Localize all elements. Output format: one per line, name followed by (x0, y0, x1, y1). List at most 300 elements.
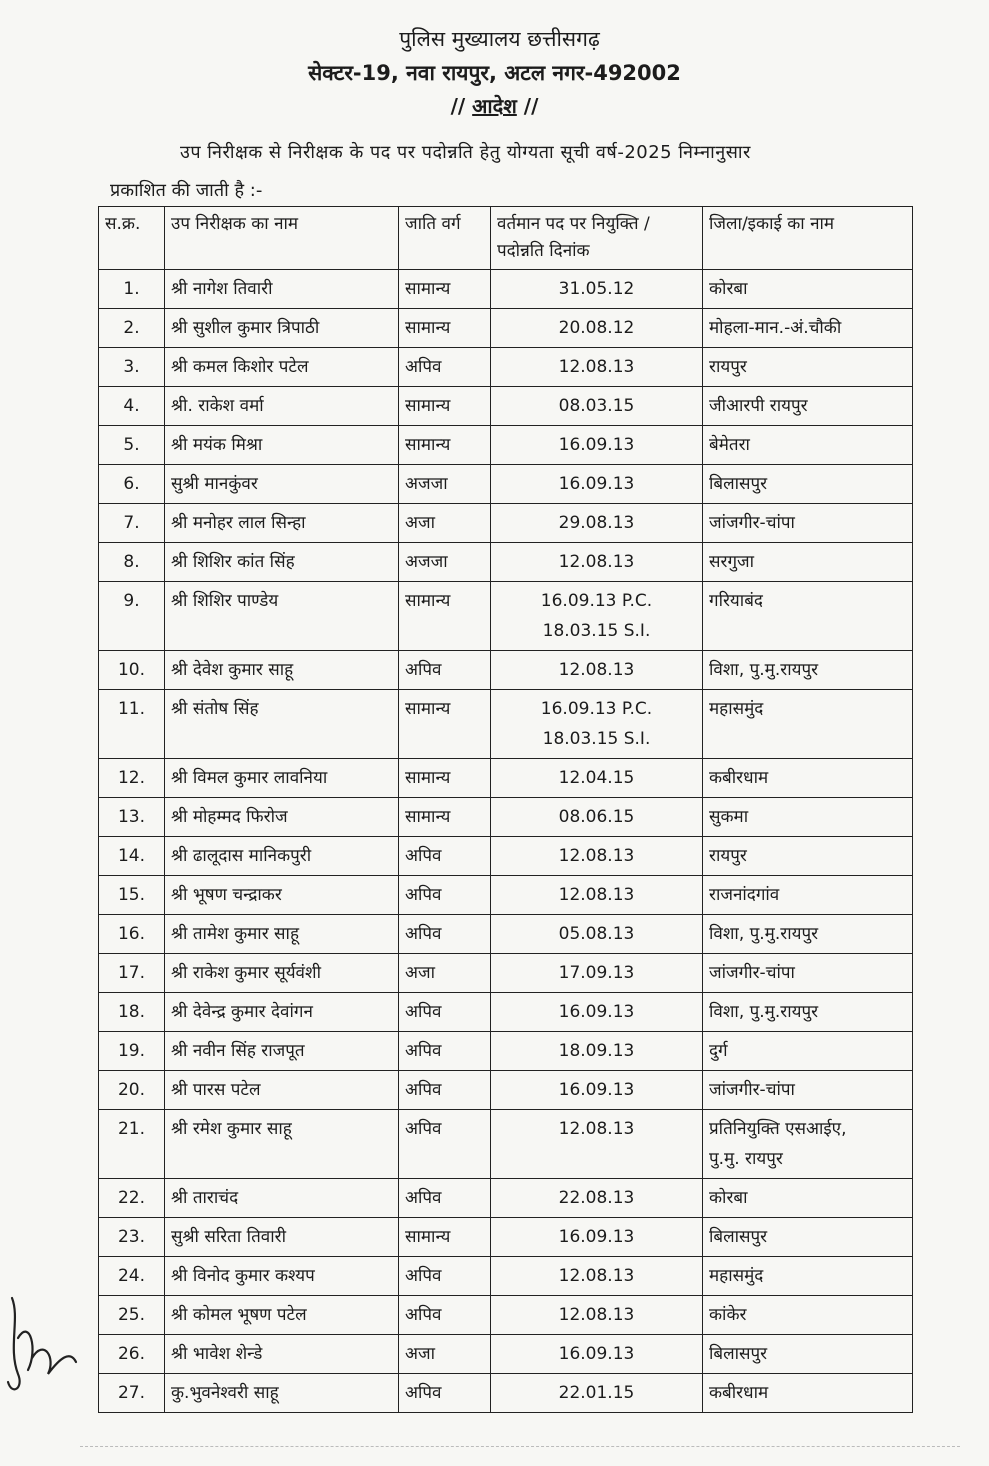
cell-name-text: सुश्री मानकुंवर (171, 474, 258, 494)
intro-line-2: प्रकाशित की जाती है :- (110, 180, 263, 201)
cell-name-text: श्री. राकेश वर्मा (171, 396, 264, 416)
cell-date-text: 16.09.13 (558, 1344, 635, 1364)
table-row (99, 1032, 913, 1071)
cell-date (491, 690, 703, 759)
cell-name-text: सुश्री सरिता तिवारी (171, 1227, 286, 1247)
cell-serial (99, 1335, 165, 1374)
cell-serial-text: 13. (117, 807, 146, 827)
table-body (99, 270, 913, 1413)
cell-serial-text: 15. (117, 885, 146, 905)
cell-unit (703, 993, 913, 1032)
cell-unit-text: मोहला-मान.-अं.चौकी (709, 318, 842, 338)
cell-date (491, 1032, 703, 1071)
cell-category-text: सामान्य (405, 768, 451, 788)
cell-name (165, 348, 399, 387)
cell-unit (703, 759, 913, 798)
cell-category (399, 1296, 491, 1335)
cell-unit (703, 1335, 913, 1374)
cell-unit-text: महासमुंद (709, 1266, 764, 1286)
cell-category-text: अपिव (405, 1383, 442, 1403)
table-row (99, 1257, 913, 1296)
cell-category-text: अपिव (405, 1119, 442, 1139)
cell-date (491, 582, 703, 651)
cell-name-text: श्री भावेश शेन्डे (171, 1344, 263, 1364)
cell-category-text: अजजा (405, 552, 448, 572)
cell-serial (99, 387, 165, 426)
cell-unit-text: रायपुर (709, 357, 747, 377)
cell-category (399, 798, 491, 837)
cell-unit (703, 1110, 913, 1179)
cell-category-text: अपिव (405, 1266, 442, 1286)
cell-name (165, 387, 399, 426)
cell-unit (703, 309, 913, 348)
cell-unit (703, 1218, 913, 1257)
cell-unit (703, 504, 913, 543)
cell-unit-text: सरगुजा (709, 552, 755, 572)
cell-unit-text: सुकमा (709, 807, 749, 827)
cell-unit (703, 876, 913, 915)
cell-date (491, 1335, 703, 1374)
cell-serial (99, 270, 165, 309)
cell-category-text: अपिव (405, 924, 442, 944)
cell-category-text: अजा (405, 1344, 436, 1364)
cell-serial (99, 348, 165, 387)
cell-name (165, 1296, 399, 1335)
cell-serial-text: 3. (123, 357, 140, 377)
cell-name-text: श्री संतोष सिंह (171, 699, 259, 719)
cell-unit (703, 426, 913, 465)
cell-date-text: 12.08.13 (558, 660, 635, 680)
cell-unit (703, 1296, 913, 1335)
cell-serial-text: 26. (117, 1344, 146, 1364)
cell-unit-text: विशा, पु.मु.रायपुर (709, 660, 819, 680)
table-header-row (99, 207, 913, 270)
cell-serial (99, 954, 165, 993)
cell-unit-text: विशा, पु.मु.रायपुर (709, 1002, 819, 1022)
cell-serial-text: 11. (117, 699, 146, 719)
cell-category-text: अजा (405, 513, 436, 533)
cell-unit-text: जांजगीर-चांपा (709, 963, 795, 983)
cell-name (165, 876, 399, 915)
table-row (99, 1179, 913, 1218)
table-row (99, 543, 913, 582)
cell-unit (703, 690, 913, 759)
table-row (99, 504, 913, 543)
cell-serial (99, 1257, 165, 1296)
cell-unit (703, 1071, 913, 1110)
cell-category (399, 387, 491, 426)
bottom-divider (80, 1446, 960, 1447)
cell-unit (703, 1257, 913, 1296)
cell-category-text: अजजा (405, 474, 448, 494)
cell-date (491, 465, 703, 504)
cell-name (165, 1374, 399, 1413)
cell-serial-text: 20. (117, 1080, 146, 1100)
cell-name-text: श्री कमल किशोर पटेल (171, 357, 309, 377)
cell-serial-text: 4. (123, 396, 140, 416)
cell-name-text: श्री मयंक मिश्रा (171, 435, 263, 455)
cell-date-text: 16.09.13 P.C. (540, 591, 653, 611)
table-row (99, 465, 913, 504)
cell-serial (99, 837, 165, 876)
cell-name (165, 1110, 399, 1179)
cell-name-text: श्री पारस पटेल (171, 1080, 261, 1100)
cell-date (491, 270, 703, 309)
table-row (99, 1218, 913, 1257)
cell-date (491, 1071, 703, 1110)
cell-name-text: श्री देवेश कुमार साहू (171, 660, 294, 680)
cell-name (165, 543, 399, 582)
cell-serial-text: 19. (117, 1041, 146, 1061)
cell-unit-text: बिलासपुर (709, 1344, 768, 1364)
cell-serial (99, 651, 165, 690)
table-row (99, 876, 913, 915)
cell-date-text: 29.08.13 (558, 513, 635, 533)
cell-category-text: अपिव (405, 660, 442, 680)
cell-date (491, 387, 703, 426)
cell-date-text-2: 18.03.15 S.I. (542, 729, 651, 749)
cell-name-text: कु.भुवनेश्वरी साहू (171, 1383, 279, 1403)
cell-date-text: 18.09.13 (558, 1041, 635, 1061)
cell-date-text: 12.08.13 (558, 552, 635, 572)
cell-unit-text: कबीरधाम (709, 1383, 769, 1403)
cell-serial-text: 2. (123, 318, 140, 338)
cell-serial (99, 465, 165, 504)
table-row (99, 837, 913, 876)
cell-date-text: 16.09.13 P.C. (540, 699, 653, 719)
cell-unit-text: विशा, पु.मु.रायपुर (709, 924, 819, 944)
cell-name-text: श्री सुशील कुमार त्रिपाठी (171, 318, 320, 338)
cell-name-text: श्री कोमल भूषण पटेल (171, 1305, 307, 1325)
header-category: जाति वर्ग (399, 207, 491, 270)
cell-serial (99, 426, 165, 465)
cell-name (165, 465, 399, 504)
cell-date (491, 759, 703, 798)
cell-date-text: 20.08.12 (558, 318, 635, 338)
cell-name-text: श्री शिशिर कांत सिंह (171, 552, 295, 572)
cell-date (491, 1374, 703, 1413)
cell-serial (99, 759, 165, 798)
cell-date-text: 16.09.13 (558, 474, 635, 494)
cell-unit-text: कोरबा (709, 279, 748, 299)
table-row (99, 690, 913, 759)
cell-unit (703, 651, 913, 690)
cell-date (491, 798, 703, 837)
cell-serial-text: 18. (117, 1002, 146, 1022)
header-serial: स.क्र. (99, 207, 165, 270)
cell-serial (99, 1032, 165, 1071)
cell-category-text: अपिव (405, 357, 442, 377)
cell-name (165, 993, 399, 1032)
table-row (99, 798, 913, 837)
cell-date-text: 16.09.13 (558, 1002, 635, 1022)
cell-name-text: श्री भूषण चन्द्राकर (171, 885, 282, 905)
cell-name (165, 270, 399, 309)
cell-date-text: 08.06.15 (558, 807, 635, 827)
cell-name (165, 1071, 399, 1110)
cell-serial-text: 9. (123, 591, 140, 611)
cell-serial-text: 16. (117, 924, 146, 944)
cell-serial-text: 6. (123, 474, 140, 494)
cell-unit-text: बेमेतरा (709, 435, 750, 455)
cell-serial-text: 12. (117, 768, 146, 788)
cell-date (491, 1257, 703, 1296)
cell-category-text: सामान्य (405, 591, 451, 611)
cell-unit (703, 837, 913, 876)
cell-category (399, 348, 491, 387)
cell-unit-text: महासमुंद (709, 699, 764, 719)
cell-name (165, 759, 399, 798)
cell-unit-text: रायपुर (709, 846, 747, 866)
cell-date-text-2: 18.03.15 S.I. (542, 621, 651, 641)
cell-category (399, 759, 491, 798)
office-address: सेक्टर-19, नवा रायपुर, अटल नगर-492002 (308, 61, 681, 85)
header-unit: जिला/इकाई का नाम (703, 207, 913, 270)
cell-unit-text: कबीरधाम (709, 768, 769, 788)
cell-category (399, 582, 491, 651)
cell-serial-text: 21. (117, 1119, 146, 1139)
cell-category-text: सामान्य (405, 1227, 451, 1247)
table-row (99, 309, 913, 348)
cell-name (165, 1179, 399, 1218)
order-title (0, 90, 989, 122)
cell-unit (703, 954, 913, 993)
cell-serial (99, 1179, 165, 1218)
table-row (99, 1296, 913, 1335)
cell-category (399, 1218, 491, 1257)
cell-unit (703, 1374, 913, 1413)
cell-name-text: श्री मोहम्मद फिरोज (171, 807, 288, 827)
handwritten-signature (4, 1278, 84, 1398)
cell-category (399, 651, 491, 690)
cell-category-text: अपिव (405, 885, 442, 905)
table-row (99, 651, 913, 690)
cell-serial (99, 1071, 165, 1110)
cell-date-text: 12.08.13 (558, 885, 635, 905)
cell-name-text: श्री राकेश कुमार सूर्यवंशी (171, 963, 321, 983)
cell-date (491, 309, 703, 348)
cell-category (399, 1110, 491, 1179)
cell-name (165, 309, 399, 348)
cell-serial-text: 17. (117, 963, 146, 983)
cell-category (399, 915, 491, 954)
cell-name (165, 1218, 399, 1257)
cell-serial (99, 690, 165, 759)
cell-unit-text: बिलासपुर (709, 1227, 768, 1247)
cell-serial (99, 1374, 165, 1413)
cell-category (399, 1374, 491, 1413)
cell-date-text: 22.08.13 (558, 1188, 635, 1208)
cell-unit (703, 465, 913, 504)
cell-unit (703, 348, 913, 387)
cell-name-text: श्री रमेश कुमार साहू (171, 1119, 292, 1139)
cell-unit (703, 798, 913, 837)
cell-serial-text: 10. (117, 660, 146, 680)
cell-date-text: 16.09.13 (558, 1080, 635, 1100)
cell-name-text: श्री देवेन्द्र कुमार देवांगन (171, 1002, 313, 1022)
cell-date (491, 651, 703, 690)
table-row (99, 387, 913, 426)
cell-serial-text: 14. (117, 846, 146, 866)
cell-serial-text: 24. (117, 1266, 146, 1286)
table-row (99, 954, 913, 993)
cell-name (165, 1257, 399, 1296)
cell-serial (99, 309, 165, 348)
eligibility-table (98, 206, 913, 1413)
cell-category-text: सामान्य (405, 807, 451, 827)
cell-category (399, 426, 491, 465)
header-name: उप निरीक्षक का नाम (165, 207, 399, 270)
cell-unit-text: गरियाबंद (709, 591, 763, 611)
cell-unit (703, 387, 913, 426)
table-row (99, 1071, 913, 1110)
cell-date-text: 12.04.15 (558, 768, 635, 788)
table-row (99, 582, 913, 651)
cell-date (491, 1110, 703, 1179)
cell-name (165, 582, 399, 651)
cell-category-text: अपिव (405, 1188, 442, 1208)
office-name: पुलिस मुख्यालय छत्तीसगढ़ (399, 27, 600, 51)
cell-name-text: श्री नवीन सिंह राजपूत (171, 1041, 305, 1061)
cell-date-text: 17.09.13 (558, 963, 635, 983)
cell-category (399, 1032, 491, 1071)
cell-date (491, 1179, 703, 1218)
cell-serial (99, 1296, 165, 1335)
cell-date (491, 876, 703, 915)
order-word: आदेश (472, 94, 517, 118)
cell-serial (99, 1218, 165, 1257)
cell-unit (703, 915, 913, 954)
cell-category (399, 1071, 491, 1110)
cell-category-text: अपिव (405, 1305, 442, 1325)
cell-unit-text: दुर्ग (709, 1041, 728, 1061)
header-date: वर्तमान पद पर नियुक्ति /पदोन्नति दिनांक (491, 207, 703, 270)
cell-unit-text: कोरबा (709, 1188, 748, 1208)
cell-category (399, 1257, 491, 1296)
cell-category-text: अपिव (405, 1002, 442, 1022)
cell-unit-text: जीआरपी रायपुर (709, 396, 808, 416)
cell-name-text: श्री ताराचंद (171, 1188, 239, 1208)
cell-serial (99, 798, 165, 837)
cell-name-text: श्री शिशिर पाण्डेय (171, 591, 279, 611)
cell-unit-text: प्रतिनियुक्ति एसआईए, (709, 1119, 847, 1139)
cell-category-text: अपिव (405, 846, 442, 866)
cell-serial (99, 876, 165, 915)
cell-date-text: 16.09.13 (558, 435, 635, 455)
cell-date-text: 12.08.13 (558, 846, 635, 866)
cell-serial (99, 543, 165, 582)
cell-serial (99, 504, 165, 543)
cell-unit (703, 1179, 913, 1218)
cell-serial (99, 915, 165, 954)
cell-name (165, 954, 399, 993)
cell-category-text: सामान्य (405, 699, 451, 719)
table-row (99, 426, 913, 465)
cell-category-text: अजा (405, 963, 436, 983)
table-row (99, 915, 913, 954)
cell-category (399, 837, 491, 876)
cell-date-text: 31.05.12 (558, 279, 635, 299)
cell-name-text: श्री तामेश कुमार साहू (171, 924, 299, 944)
cell-unit (703, 270, 913, 309)
cell-unit-text: जांजगीर-चांपा (709, 513, 795, 533)
cell-category-text: सामान्य (405, 318, 451, 338)
intro-paragraph (110, 134, 880, 210)
cell-category-text: अपिव (405, 1041, 442, 1061)
cell-name-text: श्री नागेश तिवारी (171, 279, 273, 299)
cell-serial-text: 25. (117, 1305, 146, 1325)
table-row (99, 1374, 913, 1413)
cell-category (399, 1179, 491, 1218)
cell-category (399, 876, 491, 915)
cell-date-text: 05.08.13 (558, 924, 635, 944)
cell-serial (99, 582, 165, 651)
cell-name-text: श्री मनोहर लाल सिन्हा (171, 513, 306, 533)
cell-date (491, 426, 703, 465)
cell-name (165, 690, 399, 759)
cell-name (165, 504, 399, 543)
cell-date (491, 837, 703, 876)
cell-date (491, 993, 703, 1032)
cell-category (399, 1335, 491, 1374)
cell-name (165, 798, 399, 837)
cell-serial-text: 1. (123, 279, 140, 299)
cell-category-text: सामान्य (405, 279, 451, 299)
cell-category (399, 993, 491, 1032)
cell-unit (703, 1032, 913, 1071)
cell-category (399, 954, 491, 993)
table-row (99, 993, 913, 1032)
cell-name (165, 426, 399, 465)
cell-unit (703, 543, 913, 582)
cell-category (399, 309, 491, 348)
cell-serial-text: 7. (123, 513, 140, 533)
cell-category (399, 270, 491, 309)
cell-unit-text: जांजगीर-चांपा (709, 1080, 795, 1100)
document-header (0, 22, 989, 122)
cell-unit-text: कांकेर (709, 1305, 747, 1325)
cell-category (399, 543, 491, 582)
cell-name-text: श्री विनोद कुमार कश्यप (171, 1266, 315, 1286)
cell-name (165, 651, 399, 690)
cell-category-text: अपिव (405, 1080, 442, 1100)
cell-category-text: सामान्य (405, 396, 451, 416)
cell-serial-text: 8. (123, 552, 140, 572)
intro-line-1: उप निरीक्षक से निरीक्षक के पद पर पदोन्नति हेतु योग्यता सूची वर्ष-2025 निम्नानुसार (180, 142, 751, 163)
cell-date (491, 1296, 703, 1335)
cell-serial (99, 993, 165, 1032)
table-row (99, 348, 913, 387)
cell-name-text: श्री विमल कुमार लावनिया (171, 768, 328, 788)
cell-category (399, 504, 491, 543)
cell-name (165, 915, 399, 954)
cell-date (491, 348, 703, 387)
cell-serial-text: 22. (117, 1188, 146, 1208)
cell-category (399, 465, 491, 504)
cell-serial (99, 1110, 165, 1179)
order-suffix: // (516, 94, 539, 118)
cell-name-text: श्री ढालूदास मानिकपुरी (171, 846, 312, 866)
cell-date-text: 08.03.15 (558, 396, 635, 416)
cell-name (165, 837, 399, 876)
table-row (99, 1335, 913, 1374)
table-row (99, 270, 913, 309)
table-row (99, 1110, 913, 1179)
cell-serial-text: 5. (123, 435, 140, 455)
cell-date (491, 954, 703, 993)
cell-category (399, 690, 491, 759)
cell-serial-text: 27. (117, 1383, 146, 1403)
